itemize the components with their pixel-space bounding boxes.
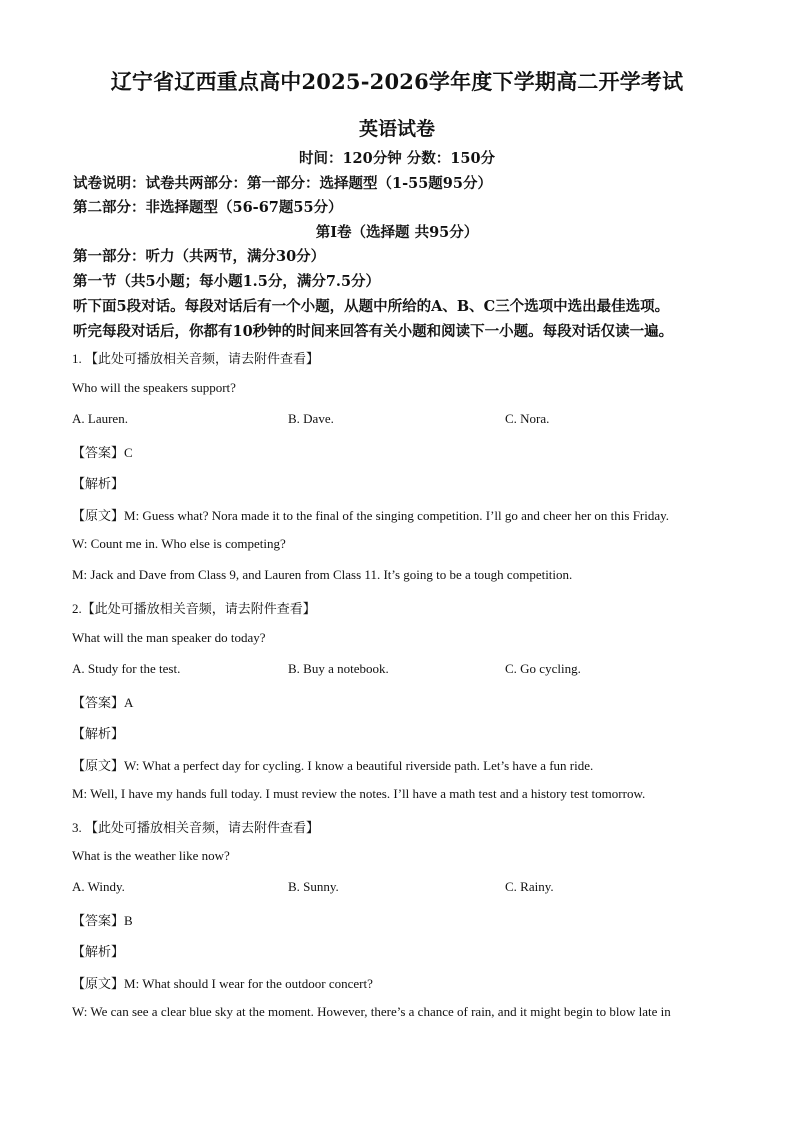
exam-title: 辽宁省辽西重点高中2025-2026学年度下学期高二开学考试 <box>110 69 684 94</box>
answer-value: A <box>124 695 134 710</box>
question-2-text: What will the man speaker do today? <box>72 630 266 645</box>
answer-label: 【答案】 <box>72 446 125 461</box>
volume-heading: 第Ⅰ卷（选择题 共95分） <box>315 224 479 241</box>
question-1-text: Who will the speakers support? <box>72 380 236 395</box>
question-number: 2. <box>72 601 82 616</box>
audio-note: 【此处可播放相关音频，请去附件查看】 <box>81 602 316 617</box>
question-2-transcript-1 <box>72 755 593 774</box>
time-score-line: 时间：120分钟 分数：150分 <box>298 150 496 167</box>
exam-subtitle: 英语试卷 <box>358 118 435 140</box>
audio-note: 【此处可播放相关音频，请去附件查看】 <box>85 352 320 367</box>
question-2-header <box>72 598 316 617</box>
audio-note: 【此处可播放相关音频，请去附件查看】 <box>85 821 320 836</box>
question-3-answer <box>72 910 133 929</box>
question-2-option-a: A. Study for the test. <box>72 661 181 676</box>
question-2-option-b: B. Buy a notebook. <box>288 661 389 676</box>
question-2-transcript-2: M: Well, I have my hands full today. I must review the notes. I’ll have a math test and a history test tomorrow. <box>72 786 646 801</box>
question-1-transcript-2: W: Count me in. Who else is competing? <box>72 536 286 551</box>
original-label: 【原文】 <box>72 759 125 774</box>
transcript-text: M: Guess what? Nora made it to the final of the singing competition. I’ll go and cheer her on this Friday. <box>124 508 670 523</box>
answer-label: 【答案】 <box>72 914 125 929</box>
question-3-transcript-2: W: We can see a clear blue sky at the moment. However, there’s a chance of rain, and it might begin to blow late in <box>72 1004 671 1019</box>
question-3-text: What is the weather like now? <box>72 848 230 863</box>
question-2-answer <box>72 692 133 711</box>
transcript-text: M: What should I wear for the outdoor concert? <box>124 976 373 991</box>
question-3-header <box>72 817 319 836</box>
question-1-option-b: B. Dave. <box>288 411 334 426</box>
directions-line-2: 听完每段对话后，你都有10秒钟的时间来回答有关小题和阅读下一小题。每段对话仅读一遍。 <box>73 323 674 340</box>
answer-value: B <box>124 913 133 928</box>
question-1-option-a: A. Lauren. <box>72 411 128 426</box>
instructions-line-1: 试卷说明：试卷共两部分：第一部分：选择题型（1-55题95分） <box>73 175 492 192</box>
question-2-option-c: C. Go cycling. <box>505 661 581 676</box>
question-3-analysis-label: 【解析】 <box>72 945 125 960</box>
instructions-line-2: 第二部分：非选择题型（56-67题55分） <box>73 199 343 216</box>
question-3-option-b: B. Sunny. <box>288 879 339 894</box>
directions-line-1: 听下面5段对话。每段对话后有一个小题，从题中所给的A、B、C三个选项中选出最佳选项。 <box>73 298 670 315</box>
section-heading: 第一节（共5小题；每小题1.5分，满分7.5分） <box>73 273 381 290</box>
transcript-text: W: What a perfect day for cycling. I know a beautiful riverside path. Let’s have a fun ride. <box>124 758 594 773</box>
question-2-analysis-label: 【解析】 <box>72 727 125 742</box>
answer-value: C <box>124 445 133 460</box>
question-1-answer <box>72 442 133 461</box>
question-3-option-c: C. Rainy. <box>505 879 554 894</box>
question-1-transcript-3: M: Jack and Dave from Class 9, and Lauren from Class 11. It’s going to be a tough competition. <box>72 567 573 582</box>
question-1-analysis-label: 【解析】 <box>72 477 125 492</box>
question-3-option-a: A. Windy. <box>72 879 125 894</box>
question-1-header <box>72 348 319 367</box>
question-number: 1. <box>72 351 82 366</box>
question-3-transcript-1 <box>72 973 373 992</box>
part-heading: 第一部分：听力（共两节，满分30分） <box>73 248 326 265</box>
question-1-option-c: C. Nora. <box>505 411 550 426</box>
answer-label: 【答案】 <box>72 696 125 711</box>
question-1-transcript-1 <box>72 505 669 524</box>
original-label: 【原文】 <box>72 977 125 992</box>
original-label: 【原文】 <box>72 509 125 524</box>
question-number: 3. <box>72 820 82 835</box>
